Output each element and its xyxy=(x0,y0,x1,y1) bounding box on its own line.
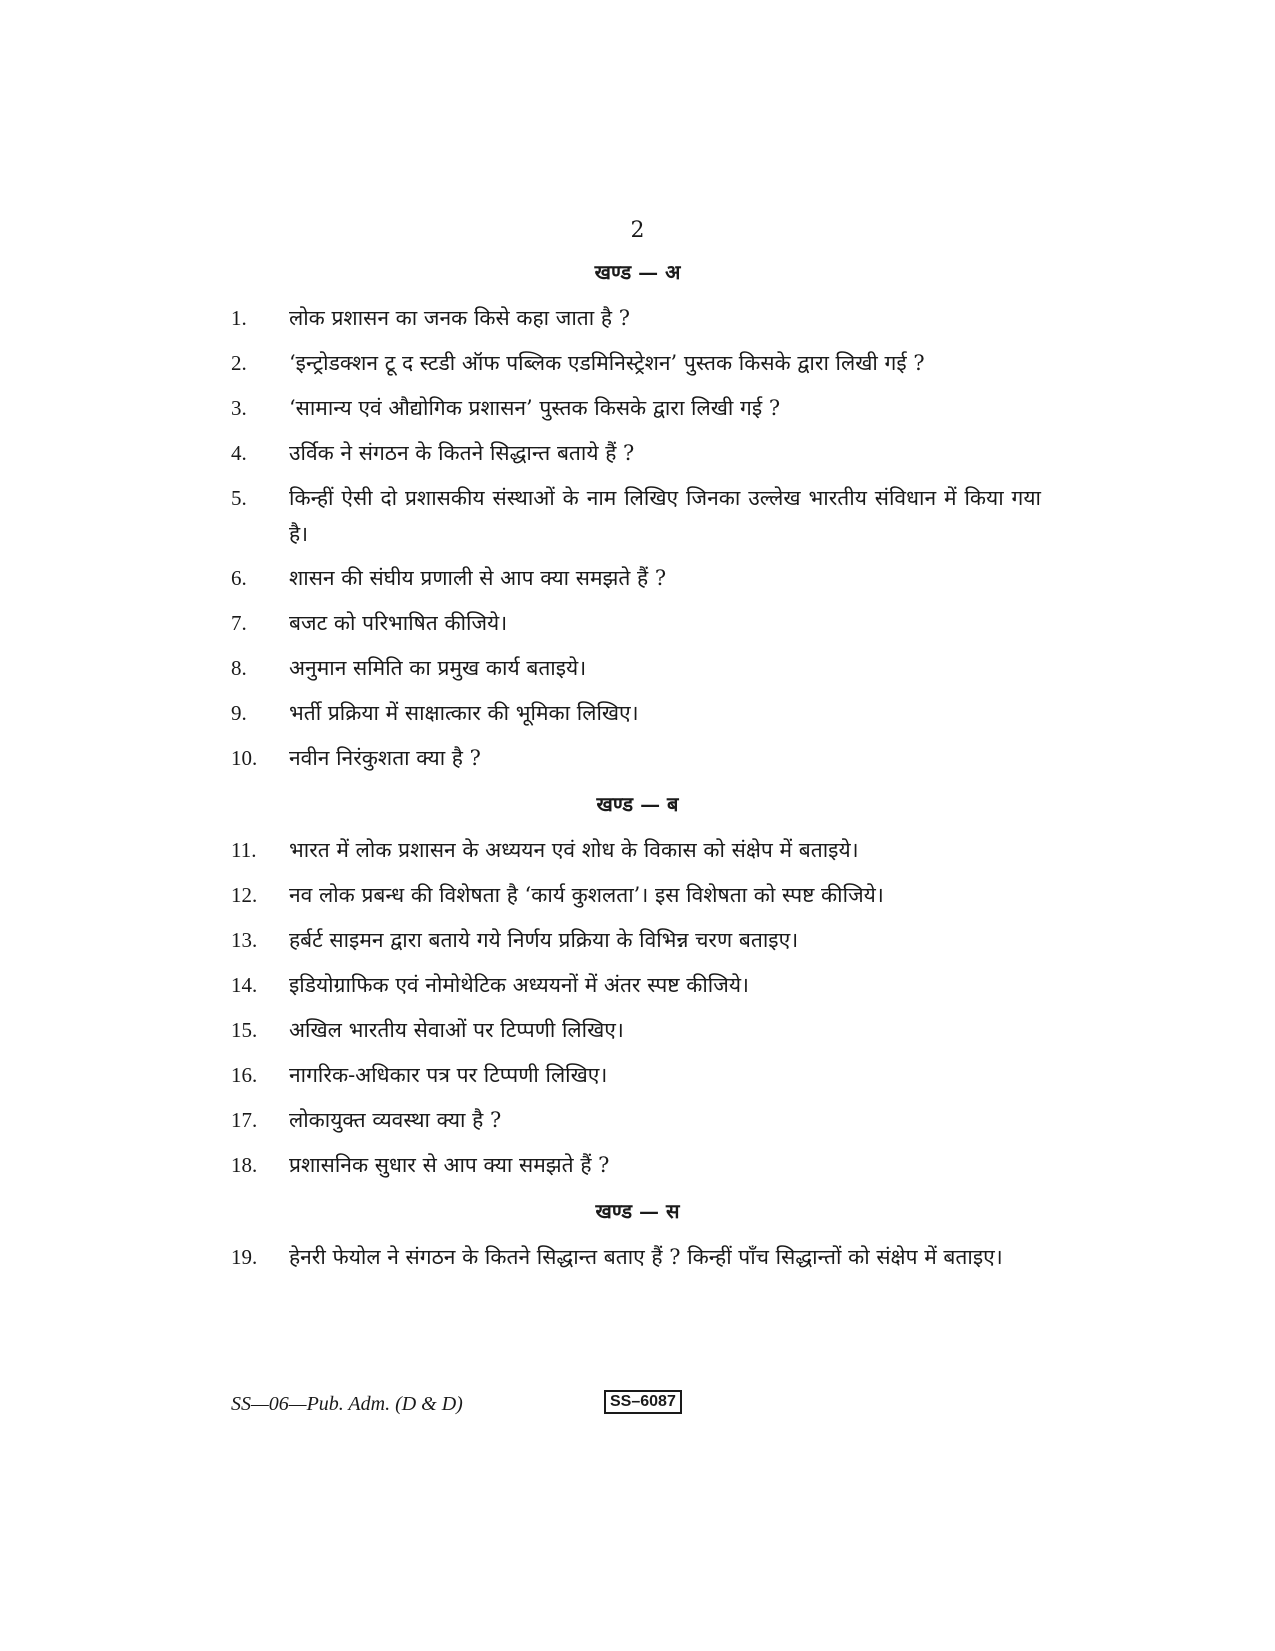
question-number: 11. xyxy=(231,838,257,862)
question-2 xyxy=(231,345,1041,381)
question-number: 19. xyxy=(231,1245,258,1269)
question-text: अखिल भारतीय सेवाओं पर टिप्पणी लिखिए। xyxy=(289,1018,624,1042)
question-8 xyxy=(231,650,1041,686)
question-text: बजट को परिभाषित कीजिये। xyxy=(289,611,508,635)
question-text: नव लोक प्रबन्ध की विशेषता है ‘कार्य कुशलता’। इस विशेषता को स्पष्ट कीजिये। xyxy=(289,883,884,907)
question-12 xyxy=(231,877,1041,913)
question-text: किन्हीं ऐसी दो प्रशासकीय संस्थाओं के नाम लिखिए जिनका उल्लेख भारतीय संविधान में किया गया है। xyxy=(289,486,1041,546)
question-text: प्रशासनिक सुधार से आप क्या समझते हैं ? xyxy=(289,1153,610,1177)
question-text: उर्विक ने संगठन के कितने सिद्धान्त बताये हैं ? xyxy=(289,441,635,465)
footer-paper-reference: SS—06—Pub. Adm. (D & D) xyxy=(231,1393,463,1415)
question-text: भारत में लोक प्रशासन के अध्ययन एवं शोध के विकास को संक्षेप में बताइये। xyxy=(289,838,859,862)
question-10 xyxy=(231,740,1041,776)
question-9 xyxy=(231,695,1041,731)
question-number: 17. xyxy=(231,1108,258,1132)
question-text: अनुमान समिति का प्रमुख कार्य बताइये। xyxy=(289,656,587,680)
question-text: हेनरी फेयोल ने संगठन के कितने सिद्धान्त बताए हैं ? किन्हीं पाँच सिद्धान्तों को संक्षेप में बताइए। xyxy=(289,1245,1003,1269)
question-number: 2. xyxy=(231,351,247,375)
question-6 xyxy=(231,560,1041,596)
question-number: 5. xyxy=(231,486,247,510)
question-number: 13. xyxy=(231,928,258,952)
question-number: 12. xyxy=(231,883,258,907)
question-number: 1. xyxy=(231,306,247,330)
question-3 xyxy=(231,390,1041,426)
page-number: 2 xyxy=(630,218,645,243)
question-text: भर्ती प्रक्रिया में साक्षात्कार की भूमिका लिखिए। xyxy=(289,701,639,725)
question-11 xyxy=(231,832,1041,868)
question-text: ‘इन्ट्रोडक्शन टू द स्टडी ऑफ पब्लिक एडमिनिस्ट्रेशन’ पुस्तक किसके द्वारा लिखी गई ? xyxy=(289,351,925,375)
question-1 xyxy=(231,300,1041,336)
question-number: 14. xyxy=(231,973,258,997)
question-text: शासन की संघीय प्रणाली से आप क्या समझते हैं ? xyxy=(289,566,667,590)
section-heading-b: खण्ड — ब xyxy=(596,792,679,816)
question-19 xyxy=(231,1239,1041,1275)
section-heading-a: खण्ड — अ xyxy=(594,260,681,284)
question-5 xyxy=(231,480,1041,552)
question-number: 7. xyxy=(231,611,247,635)
question-16 xyxy=(231,1057,1041,1093)
question-number: 16. xyxy=(231,1063,258,1087)
question-number: 18. xyxy=(231,1153,258,1177)
question-text: ‘सामान्य एवं औद्योगिक प्रशासन’ पुस्तक किसके द्वारा लिखी गई ? xyxy=(289,396,781,420)
section-heading-c: खण्ड — स xyxy=(595,1199,680,1223)
question-7 xyxy=(231,605,1041,641)
question-4 xyxy=(231,435,1041,471)
question-number: 3. xyxy=(231,396,247,420)
question-14 xyxy=(231,967,1041,1003)
question-number: 9. xyxy=(231,701,247,725)
question-13 xyxy=(231,922,1041,958)
question-text: हर्बर्ट साइमन द्वारा बताये गये निर्णय प्रक्रिया के विभिन्न चरण बताइए। xyxy=(289,928,799,952)
question-number: 10. xyxy=(231,746,258,770)
question-number: 4. xyxy=(231,441,247,465)
question-text: नवीन निरंकुशता क्या है ? xyxy=(289,746,481,770)
question-18 xyxy=(231,1147,1041,1183)
question-text: लोक प्रशासन का जनक किसे कहा जाता है ? xyxy=(289,306,630,330)
question-number: 6. xyxy=(231,566,247,590)
footer-paper-code: SS–6087 xyxy=(604,1390,682,1414)
question-text: इडियोग्राफिक एवं नोमोथेटिक अध्ययनों में अंतर स्पष्ट कीजिये। xyxy=(289,973,749,997)
question-17 xyxy=(231,1102,1041,1138)
question-number: 8. xyxy=(231,656,247,680)
question-text: नागरिक-अधिकार पत्र पर टिप्पणी लिखिए। xyxy=(289,1063,608,1087)
question-text: लोकायुक्त व्यवस्था क्या है ? xyxy=(289,1108,502,1132)
question-number: 15. xyxy=(231,1018,258,1042)
question-15 xyxy=(231,1012,1041,1048)
